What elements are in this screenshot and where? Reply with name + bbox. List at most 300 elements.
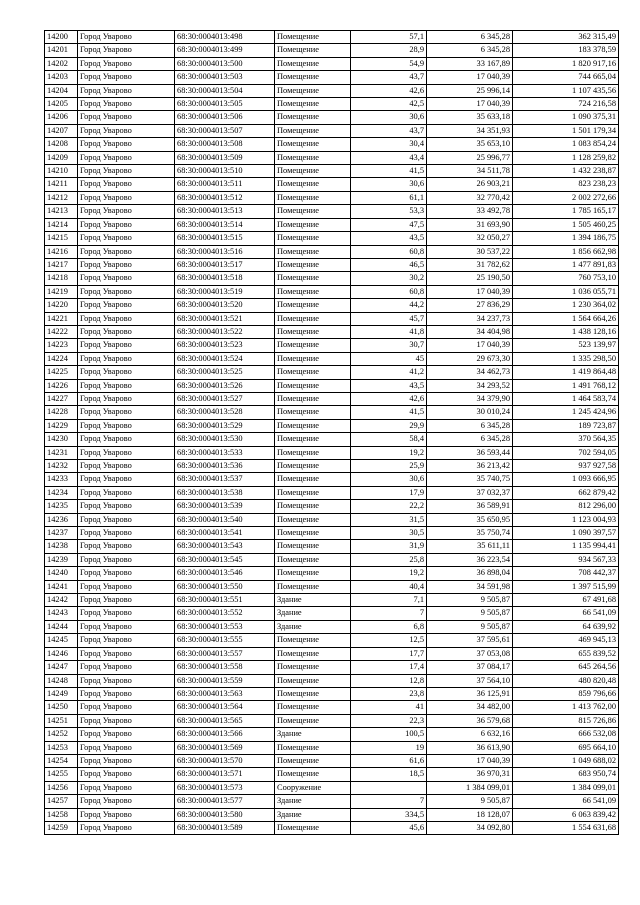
locality-cell: Город Уварово bbox=[78, 205, 175, 218]
cadastral-number-cell: 68:30:0004013:519 bbox=[175, 285, 275, 298]
specific-value-cell: 36 613,90 bbox=[427, 741, 513, 754]
cadastral-number-cell: 68:30:0004013:571 bbox=[175, 768, 275, 781]
cadastral-number-cell: 68:30:0004013:512 bbox=[175, 191, 275, 204]
object-type-cell: Помещение bbox=[275, 366, 351, 379]
object-type-cell: Помещение bbox=[275, 352, 351, 365]
cadastral-value-cell: 937 927,58 bbox=[513, 460, 619, 473]
cadastral-value-cell: 1 128 259,82 bbox=[513, 151, 619, 164]
cadastral-number-cell: 68:30:0004013:540 bbox=[175, 513, 275, 526]
object-type-cell: Здание bbox=[275, 795, 351, 808]
cadastral-number-cell: 68:30:0004013:520 bbox=[175, 299, 275, 312]
specific-value-cell: 33 167,89 bbox=[427, 57, 513, 70]
cadastral-value-cell: 1 505 460,25 bbox=[513, 218, 619, 231]
locality-cell: Город Уварово bbox=[78, 44, 175, 57]
object-type-cell: Помещение bbox=[275, 754, 351, 767]
cadastral-number-cell: 68:30:0004013:533 bbox=[175, 446, 275, 459]
cadastral-value-cell: 645 264,56 bbox=[513, 661, 619, 674]
specific-value-cell: 31 693,90 bbox=[427, 218, 513, 231]
locality-cell: Город Уварово bbox=[78, 647, 175, 660]
cadastral-number-cell: 68:30:0004013:573 bbox=[175, 781, 275, 794]
cadastral-value-cell: 362 315,49 bbox=[513, 31, 619, 44]
area-cell: 54,9 bbox=[351, 57, 427, 70]
table-row bbox=[45, 580, 619, 593]
cadastral-number-cell: 68:30:0004013:526 bbox=[175, 379, 275, 392]
area-cell: 18,5 bbox=[351, 768, 427, 781]
row-number: 14247 bbox=[45, 661, 78, 674]
cadastral-value-cell: 1 335 298,50 bbox=[513, 352, 619, 365]
table-row bbox=[45, 165, 619, 178]
row-number: 14236 bbox=[45, 513, 78, 526]
specific-value-cell: 31 782,62 bbox=[427, 258, 513, 271]
row-number: 14204 bbox=[45, 84, 78, 97]
locality-cell: Город Уварово bbox=[78, 701, 175, 714]
row-number: 14224 bbox=[45, 352, 78, 365]
locality-cell: Город Уварово bbox=[78, 473, 175, 486]
object-type-cell: Помещение bbox=[275, 339, 351, 352]
object-type-cell: Помещение bbox=[275, 768, 351, 781]
area-cell: 334,5 bbox=[351, 808, 427, 821]
table-row bbox=[45, 553, 619, 566]
cadastral-value-cell: 815 726,86 bbox=[513, 714, 619, 727]
cadastral-number-cell: 68:30:0004013:553 bbox=[175, 620, 275, 633]
cadastral-value-cell: 823 238,23 bbox=[513, 178, 619, 191]
cadastral-value-cell: 1 477 891,83 bbox=[513, 258, 619, 271]
row-number: 14242 bbox=[45, 594, 78, 607]
cadastral-value-cell: 1 397 515,99 bbox=[513, 580, 619, 593]
cadastral-number-cell: 68:30:0004013:536 bbox=[175, 460, 275, 473]
cadastral-number-cell: 68:30:0004013:498 bbox=[175, 31, 275, 44]
row-number: 14214 bbox=[45, 218, 78, 231]
row-number: 14221 bbox=[45, 312, 78, 325]
locality-cell: Город Уварово bbox=[78, 84, 175, 97]
object-type-cell: Помещение bbox=[275, 151, 351, 164]
table-row bbox=[45, 446, 619, 459]
table-row bbox=[45, 31, 619, 44]
cadastral-value-cell: 1 820 917,16 bbox=[513, 57, 619, 70]
locality-cell: Город Уварово bbox=[78, 580, 175, 593]
object-type-cell: Помещение bbox=[275, 191, 351, 204]
specific-value-cell: 34 482,00 bbox=[427, 701, 513, 714]
specific-value-cell: 9 505,87 bbox=[427, 620, 513, 633]
object-type-cell: Помещение bbox=[275, 218, 351, 231]
area-cell: 42,6 bbox=[351, 392, 427, 405]
row-number: 14254 bbox=[45, 754, 78, 767]
locality-cell: Город Уварово bbox=[78, 392, 175, 405]
cadastral-value-cell: 66 541,09 bbox=[513, 795, 619, 808]
specific-value-cell: 37 564,10 bbox=[427, 674, 513, 687]
area-cell: 30,6 bbox=[351, 111, 427, 124]
cadastral-value-cell: 1 785 165,17 bbox=[513, 205, 619, 218]
table-row bbox=[45, 191, 619, 204]
row-number: 14239 bbox=[45, 553, 78, 566]
object-type-cell: Помещение bbox=[275, 379, 351, 392]
locality-cell: Город Уварово bbox=[78, 379, 175, 392]
cadastral-number-cell: 68:30:0004013:503 bbox=[175, 71, 275, 84]
object-type-cell: Помещение bbox=[275, 299, 351, 312]
area-cell: 40,4 bbox=[351, 580, 427, 593]
area-cell: 53,3 bbox=[351, 205, 427, 218]
row-number: 14217 bbox=[45, 258, 78, 271]
table-row bbox=[45, 781, 619, 794]
object-type-cell: Помещение bbox=[275, 392, 351, 405]
table-row bbox=[45, 392, 619, 405]
row-number: 14249 bbox=[45, 687, 78, 700]
specific-value-cell: 34 379,90 bbox=[427, 392, 513, 405]
locality-cell: Город Уварово bbox=[78, 419, 175, 432]
object-type-cell: Помещение bbox=[275, 647, 351, 660]
object-type-cell: Помещение bbox=[275, 567, 351, 580]
cadastral-value-cell: 6 063 839,42 bbox=[513, 808, 619, 821]
row-number: 14245 bbox=[45, 634, 78, 647]
area-cell: 30,6 bbox=[351, 178, 427, 191]
object-type-cell: Помещение bbox=[275, 821, 351, 834]
row-number: 14212 bbox=[45, 191, 78, 204]
row-number: 14235 bbox=[45, 500, 78, 513]
object-type-cell: Помещение bbox=[275, 473, 351, 486]
row-number: 14220 bbox=[45, 299, 78, 312]
row-number: 14240 bbox=[45, 567, 78, 580]
area-cell: 30,2 bbox=[351, 272, 427, 285]
table-row bbox=[45, 312, 619, 325]
cadastral-number-cell: 68:30:0004013:564 bbox=[175, 701, 275, 714]
row-number: 14234 bbox=[45, 486, 78, 499]
area-cell: 19 bbox=[351, 741, 427, 754]
locality-cell: Город Уварово bbox=[78, 714, 175, 727]
object-type-cell: Помещение bbox=[275, 661, 351, 674]
specific-value-cell: 6 345,28 bbox=[427, 44, 513, 57]
row-number: 14216 bbox=[45, 245, 78, 258]
area-cell: 41,5 bbox=[351, 406, 427, 419]
cadastral-number-cell: 68:30:0004013:555 bbox=[175, 634, 275, 647]
cadastral-number-cell: 68:30:0004013:524 bbox=[175, 352, 275, 365]
object-type-cell: Помещение bbox=[275, 84, 351, 97]
specific-value-cell: 34 237,73 bbox=[427, 312, 513, 325]
locality-cell: Город Уварово bbox=[78, 540, 175, 553]
specific-value-cell: 35 750,74 bbox=[427, 527, 513, 540]
table-row bbox=[45, 701, 619, 714]
area-cell: 17,9 bbox=[351, 486, 427, 499]
specific-value-cell: 6 345,28 bbox=[427, 31, 513, 44]
area-cell: 30,6 bbox=[351, 473, 427, 486]
table-row bbox=[45, 232, 619, 245]
row-number: 14219 bbox=[45, 285, 78, 298]
area-cell: 43,5 bbox=[351, 379, 427, 392]
row-number: 14209 bbox=[45, 151, 78, 164]
specific-value-cell: 33 492,78 bbox=[427, 205, 513, 218]
row-number: 14208 bbox=[45, 138, 78, 151]
cadastral-value-cell: 812 296,00 bbox=[513, 500, 619, 513]
specific-value-cell: 17 040,39 bbox=[427, 285, 513, 298]
area-cell bbox=[351, 781, 427, 794]
object-type-cell: Помещение bbox=[275, 124, 351, 137]
cadastral-value-cell: 183 378,59 bbox=[513, 44, 619, 57]
specific-value-cell: 36 589,91 bbox=[427, 500, 513, 513]
table-row bbox=[45, 821, 619, 834]
cadastral-number-cell: 68:30:0004013:557 bbox=[175, 647, 275, 660]
locality-cell: Город Уварово bbox=[78, 339, 175, 352]
cadastral-number-cell: 68:30:0004013:510 bbox=[175, 165, 275, 178]
locality-cell: Город Уварово bbox=[78, 245, 175, 258]
cadastral-value-cell: 2 002 272,66 bbox=[513, 191, 619, 204]
cadastral-number-cell: 68:30:0004013:515 bbox=[175, 232, 275, 245]
object-type-cell: Помещение bbox=[275, 741, 351, 754]
locality-cell: Город Уварово bbox=[78, 352, 175, 365]
object-type-cell: Помещение bbox=[275, 57, 351, 70]
table-row bbox=[45, 500, 619, 513]
row-number: 14227 bbox=[45, 392, 78, 405]
object-type-cell: Помещение bbox=[275, 205, 351, 218]
locality-cell: Город Уварово bbox=[78, 460, 175, 473]
locality-cell: Город Уварово bbox=[78, 808, 175, 821]
area-cell: 6,8 bbox=[351, 620, 427, 633]
specific-value-cell: 37 084,17 bbox=[427, 661, 513, 674]
locality-cell: Город Уварово bbox=[78, 151, 175, 164]
specific-value-cell: 37 053,08 bbox=[427, 647, 513, 660]
object-type-cell: Здание bbox=[275, 808, 351, 821]
table-row bbox=[45, 366, 619, 379]
object-type-cell: Помещение bbox=[275, 312, 351, 325]
cadastral-value-cell: 683 950,74 bbox=[513, 768, 619, 781]
cadastral-number-cell: 68:30:0004013:523 bbox=[175, 339, 275, 352]
cadastral-value-cell: 1 384 099,01 bbox=[513, 781, 619, 794]
cadastral-value-cell: 760 753,10 bbox=[513, 272, 619, 285]
object-type-cell: Помещение bbox=[275, 138, 351, 151]
cadastral-number-cell: 68:30:0004013:543 bbox=[175, 540, 275, 553]
specific-value-cell: 6 632,16 bbox=[427, 728, 513, 741]
area-cell: 61,1 bbox=[351, 191, 427, 204]
cadastral-number-cell: 68:30:0004013:500 bbox=[175, 57, 275, 70]
object-type-cell: Здание bbox=[275, 607, 351, 620]
row-number: 14207 bbox=[45, 124, 78, 137]
table-row bbox=[45, 687, 619, 700]
table-row bbox=[45, 299, 619, 312]
cadastral-number-cell: 68:30:0004013:521 bbox=[175, 312, 275, 325]
cadastral-number-cell: 68:30:0004013:559 bbox=[175, 674, 275, 687]
table-row bbox=[45, 808, 619, 821]
cadastral-value-cell: 859 796,66 bbox=[513, 687, 619, 700]
area-cell: 43,4 bbox=[351, 151, 427, 164]
specific-value-cell: 34 511,78 bbox=[427, 165, 513, 178]
specific-value-cell: 35 650,95 bbox=[427, 513, 513, 526]
specific-value-cell: 26 903,21 bbox=[427, 178, 513, 191]
specific-value-cell: 37 595,61 bbox=[427, 634, 513, 647]
row-number: 14256 bbox=[45, 781, 78, 794]
object-type-cell: Помещение bbox=[275, 31, 351, 44]
object-type-cell: Помещение bbox=[275, 714, 351, 727]
table-row bbox=[45, 594, 619, 607]
row-number: 14228 bbox=[45, 406, 78, 419]
specific-value-cell: 34 591,98 bbox=[427, 580, 513, 593]
area-cell: 12,8 bbox=[351, 674, 427, 687]
cadastral-value-cell: 1 123 004,93 bbox=[513, 513, 619, 526]
table-row bbox=[45, 728, 619, 741]
cadastral-value-cell: 1 107 435,56 bbox=[513, 84, 619, 97]
specific-value-cell: 36 970,31 bbox=[427, 768, 513, 781]
object-type-cell: Здание bbox=[275, 728, 351, 741]
row-number: 14241 bbox=[45, 580, 78, 593]
table-row bbox=[45, 124, 619, 137]
area-cell: 60,8 bbox=[351, 245, 427, 258]
object-type-cell: Помещение bbox=[275, 406, 351, 419]
cadastral-value-cell: 662 879,42 bbox=[513, 486, 619, 499]
cadastral-value-cell: 66 541,09 bbox=[513, 607, 619, 620]
object-type-cell: Помещение bbox=[275, 165, 351, 178]
object-type-cell: Помещение bbox=[275, 71, 351, 84]
locality-cell: Город Уварово bbox=[78, 312, 175, 325]
area-cell: 47,5 bbox=[351, 218, 427, 231]
specific-value-cell: 30 010,24 bbox=[427, 406, 513, 419]
specific-value-cell: 32 050,27 bbox=[427, 232, 513, 245]
table-row bbox=[45, 754, 619, 767]
row-number: 14201 bbox=[45, 44, 78, 57]
row-number: 14210 bbox=[45, 165, 78, 178]
locality-cell: Город Уварово bbox=[78, 138, 175, 151]
table-row bbox=[45, 433, 619, 446]
locality-cell: Город Уварово bbox=[78, 272, 175, 285]
specific-value-cell: 27 836,29 bbox=[427, 299, 513, 312]
cadastral-number-cell: 68:30:0004013:546 bbox=[175, 567, 275, 580]
row-number: 14248 bbox=[45, 674, 78, 687]
table-row bbox=[45, 647, 619, 660]
row-number: 14213 bbox=[45, 205, 78, 218]
cadastral-value-cell: 695 664,10 bbox=[513, 741, 619, 754]
object-type-cell: Помещение bbox=[275, 513, 351, 526]
area-cell: 58,4 bbox=[351, 433, 427, 446]
table-row bbox=[45, 258, 619, 271]
locality-cell: Город Уварово bbox=[78, 821, 175, 834]
table-row bbox=[45, 151, 619, 164]
table-row bbox=[45, 138, 619, 151]
row-number: 14258 bbox=[45, 808, 78, 821]
cadastral-number-cell: 68:30:0004013:537 bbox=[175, 473, 275, 486]
table-row bbox=[45, 98, 619, 111]
row-number: 14243 bbox=[45, 607, 78, 620]
cadastral-number-cell: 68:30:0004013:566 bbox=[175, 728, 275, 741]
locality-cell: Город Уварово bbox=[78, 71, 175, 84]
cadastral-number-cell: 68:30:0004013:541 bbox=[175, 527, 275, 540]
row-number: 14205 bbox=[45, 98, 78, 111]
cadastral-value-cell: 744 665,04 bbox=[513, 71, 619, 84]
locality-cell: Город Уварово bbox=[78, 768, 175, 781]
cadastral-value-cell: 523 139,97 bbox=[513, 339, 619, 352]
row-number: 14222 bbox=[45, 325, 78, 338]
locality-cell: Город Уварово bbox=[78, 594, 175, 607]
table-row bbox=[45, 607, 619, 620]
area-cell: 41 bbox=[351, 701, 427, 714]
cadastral-number-cell: 68:30:0004013:539 bbox=[175, 500, 275, 513]
area-cell: 30,7 bbox=[351, 339, 427, 352]
area-cell: 41,2 bbox=[351, 366, 427, 379]
object-type-cell: Помещение bbox=[275, 687, 351, 700]
locality-cell: Город Уварово bbox=[78, 527, 175, 540]
cadastral-value-cell: 1 245 424,96 bbox=[513, 406, 619, 419]
cadastral-number-cell: 68:30:0004013:506 bbox=[175, 111, 275, 124]
specific-value-cell: 36 213,42 bbox=[427, 460, 513, 473]
table-row bbox=[45, 661, 619, 674]
table-row bbox=[45, 567, 619, 580]
object-type-cell: Здание bbox=[275, 594, 351, 607]
specific-value-cell: 17 040,39 bbox=[427, 98, 513, 111]
cadastral-value-cell: 702 594,05 bbox=[513, 446, 619, 459]
specific-value-cell: 1 384 099,01 bbox=[427, 781, 513, 794]
cadastral-value-cell: 1 093 666,95 bbox=[513, 473, 619, 486]
area-cell: 25,8 bbox=[351, 553, 427, 566]
table-row bbox=[45, 527, 619, 540]
object-type-cell: Помещение bbox=[275, 44, 351, 57]
locality-cell: Город Уварово bbox=[78, 553, 175, 566]
row-number: 14223 bbox=[45, 339, 78, 352]
cadastral-value-cell: 655 839,52 bbox=[513, 647, 619, 660]
cadastral-number-cell: 68:30:0004013:522 bbox=[175, 325, 275, 338]
cadastral-value-cell: 1 036 055,71 bbox=[513, 285, 619, 298]
area-cell: 7,1 bbox=[351, 594, 427, 607]
table-row bbox=[45, 486, 619, 499]
locality-cell: Город Уварово bbox=[78, 218, 175, 231]
row-number: 14232 bbox=[45, 460, 78, 473]
cadastral-value-cell: 67 491,68 bbox=[513, 594, 619, 607]
locality-cell: Город Уварово bbox=[78, 500, 175, 513]
cadastral-number-cell: 68:30:0004013:550 bbox=[175, 580, 275, 593]
table-row bbox=[45, 71, 619, 84]
specific-value-cell: 34 293,52 bbox=[427, 379, 513, 392]
row-number: 14237 bbox=[45, 527, 78, 540]
area-cell: 22,2 bbox=[351, 500, 427, 513]
cadastral-value-cell: 1 464 583,74 bbox=[513, 392, 619, 405]
cadastral-value-cell: 1 432 238,87 bbox=[513, 165, 619, 178]
table-row bbox=[45, 44, 619, 57]
object-type-cell: Помещение bbox=[275, 419, 351, 432]
locality-cell: Город Уварово bbox=[78, 620, 175, 633]
table-row bbox=[45, 795, 619, 808]
cadastral-number-cell: 68:30:0004013:514 bbox=[175, 218, 275, 231]
locality-cell: Город Уварово bbox=[78, 124, 175, 137]
cadastral-value-cell: 1 090 397,57 bbox=[513, 527, 619, 540]
area-cell: 46,5 bbox=[351, 258, 427, 271]
row-number: 14250 bbox=[45, 701, 78, 714]
object-type-cell: Помещение bbox=[275, 178, 351, 191]
cadastral-number-cell: 68:30:0004013:565 bbox=[175, 714, 275, 727]
row-number: 14215 bbox=[45, 232, 78, 245]
cadastral-value-cell: 1 419 864,48 bbox=[513, 366, 619, 379]
object-type-cell: Помещение bbox=[275, 232, 351, 245]
locality-cell: Город Уварово bbox=[78, 111, 175, 124]
locality-cell: Город Уварово bbox=[78, 285, 175, 298]
cadastral-number-cell: 68:30:0004013:505 bbox=[175, 98, 275, 111]
row-number: 14202 bbox=[45, 57, 78, 70]
area-cell: 31,5 bbox=[351, 513, 427, 526]
table-row bbox=[45, 379, 619, 392]
cadastral-value-cell: 1 564 664,26 bbox=[513, 312, 619, 325]
area-cell: 45 bbox=[351, 352, 427, 365]
cadastral-number-cell: 68:30:0004013:529 bbox=[175, 419, 275, 432]
cadastral-value-cell: 1 438 128,16 bbox=[513, 325, 619, 338]
area-cell: 45,7 bbox=[351, 312, 427, 325]
object-type-cell: Помещение bbox=[275, 580, 351, 593]
table-row bbox=[45, 741, 619, 754]
cadastral-number-cell: 68:30:0004013:551 bbox=[175, 594, 275, 607]
object-type-cell: Помещение bbox=[275, 111, 351, 124]
specific-value-cell: 36 579,68 bbox=[427, 714, 513, 727]
area-cell: 45,6 bbox=[351, 821, 427, 834]
object-type-cell: Помещение bbox=[275, 325, 351, 338]
cadastral-value-cell: 480 820,48 bbox=[513, 674, 619, 687]
area-cell: 28,9 bbox=[351, 44, 427, 57]
locality-cell: Город Уварово bbox=[78, 754, 175, 767]
area-cell: 60,8 bbox=[351, 285, 427, 298]
locality-cell: Город Уварово bbox=[78, 178, 175, 191]
locality-cell: Город Уварово bbox=[78, 674, 175, 687]
specific-value-cell: 29 673,30 bbox=[427, 352, 513, 365]
